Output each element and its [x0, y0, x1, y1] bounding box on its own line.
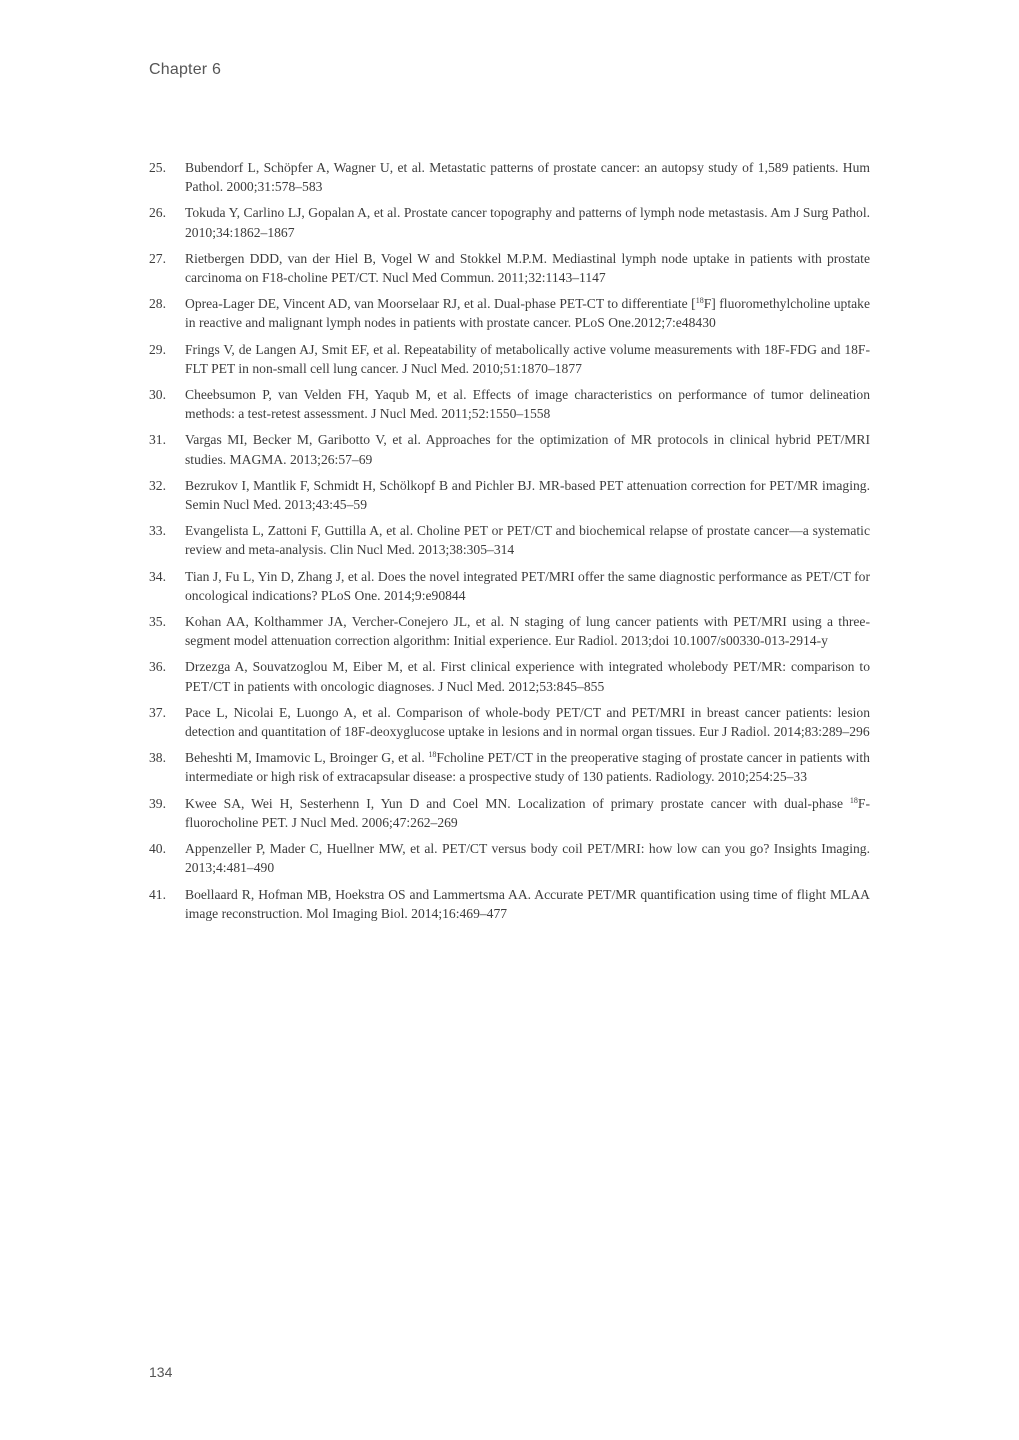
reference-text: Bezrukov I, Mantlik F, Schmidt H, Schölkopf B and Pichler BJ. MR-based PET attenuation correction for PET/MR imaging. Semin Nucl Med. 2013;43:45–59	[185, 477, 870, 513]
isotope-superscript: 18	[849, 795, 858, 805]
reference-item	[149, 885, 870, 923]
reference-item	[149, 249, 870, 287]
reference-number: 31.	[149, 432, 166, 448]
page-number: 134	[149, 1364, 173, 1380]
reference-number: 36.	[149, 659, 166, 675]
reference-item	[149, 476, 870, 514]
reference-item	[149, 612, 870, 650]
reference-text: Tian J, Fu L, Yin D, Zhang J, et al. Does the novel integrated PET/MRI offer the same diagnostic performance as PET/CT for oncological indications? PLoS One. 2014;9:e90844	[185, 568, 870, 603]
reference-text: Kohan AA, Kolthammer JA, Vercher-Conejero JL, et al. N staging of lung cancer patients with PET/MRI using a three-segment model attenuation correction algorithm: Initial experience. Eur Radiol. 2013;doi 10.1007/s00330-013-2914-y	[185, 614, 870, 649]
reference-item	[149, 657, 870, 695]
reference-text: Vargas MI, Becker M, Garibotto V, et al. Approaches for the optimization of MR protocols in clinical hybrid PET/MRI studies. MAGMA. 2013;26:57–69	[185, 432, 870, 467]
reference-number: 29.	[149, 341, 166, 357]
reference-number: 37.	[149, 704, 166, 720]
reference-number: 28.	[149, 296, 166, 312]
reference-text: Pace L, Nicolai E, Luongo A, et al. Comparison of whole-body PET/CT and PET/MRI in breast cancer patients: lesion detection and quantitation of 18F-deoxyglucose uptake in lesions and in normal organ tissues. Eur J Radiol. 2014;83:289–296	[185, 704, 870, 740]
reference-text: Tokuda Y, Carlino LJ, Gopalan A, et al. Prostate cancer topography and patterns of lymph node metastasis. Am J Surg Pathol. 2010;34:1862–1867	[185, 205, 870, 240]
reference-item	[149, 794, 870, 832]
reference-number: 38.	[149, 750, 166, 766]
reference-text: Cheebsumon P, van Velden FH, Yaqub M, et al. Effects of image characteristics on performance of tumor delineation methods: a test-retest assessment. J Nucl Med. 2011;52:1550–1558	[185, 387, 870, 422]
reference-item	[149, 203, 870, 241]
reference-item	[149, 158, 870, 196]
reference-text: Frings V, de Langen AJ, Smit EF, et al. Repeatability of metabolically active volume measurements with 18F-FDG and 18F-FLT PET in non-small cell lung cancer. J Nucl Med. 2010;51:1870–1877	[185, 341, 870, 376]
reference-number: 34.	[149, 568, 166, 584]
reference-item	[149, 567, 870, 605]
reference-number: 33.	[149, 523, 166, 539]
reference-item	[149, 521, 870, 559]
reference-item	[149, 748, 870, 786]
reference-text: Bubendorf L, Schöpfer A, Wagner U, et al. Metastatic patterns of prostate cancer: an autopsy study of 1,589 patients. Hum Pathol. 2000;31:578–583	[185, 160, 870, 195]
isotope-superscript: 18	[428, 750, 437, 760]
reference-list	[149, 158, 870, 930]
reference-number: 39.	[149, 795, 166, 811]
reference-text: Appenzeller P, Mader C, Huellner MW, et al. PET/CT versus body coil PET/MRI: how low can you go? Insights Imaging. 2013;4:481–490	[185, 841, 870, 876]
reference-item	[149, 839, 870, 877]
reference-text: Boellaard R, Hofman MB, Hoekstra OS and Lammertsma AA. Accurate PET/MR quantification using time of flight MLAA image reconstruction. Mol Imaging Biol. 2014;16:469–477	[185, 886, 870, 921]
reference-number: 41.	[149, 886, 166, 902]
reference-item	[149, 294, 870, 332]
chapter-header: Chapter 6	[149, 61, 222, 78]
reference-item	[149, 340, 870, 378]
reference-number: 32.	[149, 477, 166, 493]
reference-text: Oprea-Lager DE, Vincent AD, van Moorselaar RJ, et al. Dual-phase PET-CT to differentiate [$^{18}$F] fluoromethylcholine uptake in reactive and malignant lymph nodes in patients with prostate cancer. PLoS One.2012;7:e48430	[185, 296, 870, 331]
reference-number: 26.	[149, 205, 166, 221]
reference-number: 40.	[149, 841, 166, 857]
reference-item	[149, 385, 870, 423]
reference-number: 25.	[149, 160, 166, 175]
reference-number: 30.	[149, 387, 166, 403]
reference-item	[149, 430, 870, 468]
reference-text: Rietbergen DDD, van der Hiel B, Vogel W and Stokkel M.P.M. Mediastinal lymph node uptake in patients with prostate carcinoma on F18-choline PET/CT. Nucl Med Commun. 2011;32:1143–1147	[185, 250, 870, 286]
reference-number: 27.	[149, 250, 166, 266]
reference-number: 35.	[149, 614, 166, 630]
reference-text: Kwee SA, Wei H, Sesterhenn I, Yun D and Coel MN. Localization of primary prostate cancer with dual-phase $^{18}$F-fluorocholine PET. J Nucl Med. 2006;47:262–269	[185, 795, 870, 830]
reference-text: Evangelista L, Zattoni F, Guttilla A, et al. Choline PET or PET/CT and biochemical relapse of prostate cancer—a systematic review and meta-analysis. Clin Nucl Med. 2013;38:305–314	[185, 523, 870, 558]
isotope-superscript: 18	[695, 296, 704, 306]
reference-text: Beheshti M, Imamovic L, Broinger G, et al. $^{18}$Fcholine PET/CT in the preoperative staging of prostate cancer in patients with intermediate or high risk of extracapsular disease: a prospective study of 130 patients. Radiology. 2010;254:25–33	[185, 750, 870, 785]
reference-text: Drzezga A, Souvatzoglou M, Eiber M, et al. First clinical experience with integrated wholebody PET/MR: comparison to PET/CT in patients with oncologic diagnoses. J Nucl Med. 2012;53:845–855	[185, 659, 870, 694]
reference-item	[149, 703, 870, 741]
